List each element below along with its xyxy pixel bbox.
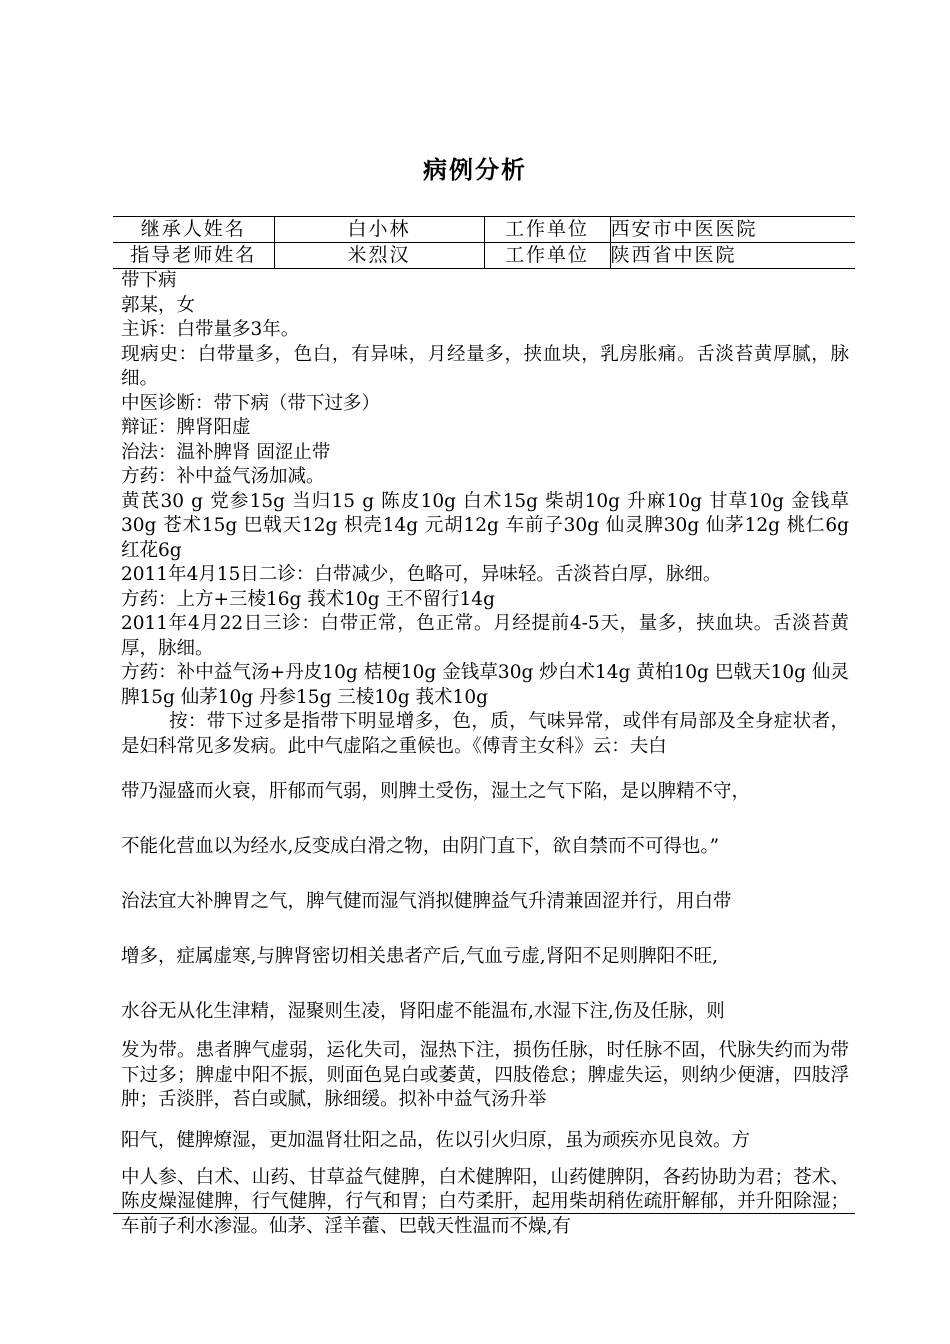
tcm-diagnosis: 中医诊断：带下病（带下过多） — [121, 392, 381, 414]
commentary-part: 按：带下过多是指带下明显增多，色，质，气味异常，或伴有局部及全身症状者，是妇科常见多发病。此中气虚陷之重候也。《傅青主女科》云：夫白 — [121, 711, 849, 757]
chief-complaint: 主诉：白带量多3年。 — [121, 319, 300, 340]
mentor-label: 指导老师姓名 — [113, 243, 274, 269]
mentor-name: 米烈汉 — [274, 243, 484, 269]
page-title: 病例分析 — [423, 155, 527, 184]
info-row-mentor — [113, 243, 855, 269]
work-unit-label: 工作单位 — [484, 217, 610, 243]
commentary-part: 发为带。患者脾气虚弱，运化失司，湿热下注，损伤任脉，时任脉不固，代脉失约而为带下过多；脾虚中阳不振，则面色晃白或萎黄，四肢倦怠；脾虚失运，则纳少便溏，四肢浮肿；舌淡胖，苔白或腻，脉细缓。拟补中益气汤升举 — [121, 1040, 849, 1110]
second-prescription: 方药：上方+三棱16g 莪术10g 王不留行14g — [121, 588, 495, 610]
commentary-part: 增多，症属虚寒,与脾肾密切相关患者产后,气血亏虚,肾阳不足则脾阳不旺, — [121, 946, 719, 967]
commentary-part: 水谷无从化生津精，湿聚则生凌，肾阳虚不能温布,水湿下注,伤及任脉，则 — [121, 1001, 725, 1022]
inheritor-name: 白小林 — [274, 217, 484, 243]
commentary-part: 阳气，健脾燎湿，更加温肾壮阳之品，佐以引火归原，虽为顽疾亦见良效。方 — [121, 1129, 751, 1151]
syndrome: 辩证：脾肾阳虚 — [121, 417, 251, 438]
commentary-part: 不能化营血以为经水,反变成白滑之物，由阴门直下，欲自禁而不可得也。” — [121, 836, 720, 857]
second-visit: 2011年4月15日二诊：白带减少，色略可，异味轻。舌淡苔白厚，脉细。 — [121, 564, 722, 585]
commentary-part: 中人参、白术、山药、甘草益气健脾，白术健脾阳，山药健脾阴，各药协助为君；苍术、陈皮燥湿健脾，行气健脾，行气和胃；白芍柔肝，起用柴胡稍佐疏肝解郁，并升阳除湿；车前子利水渗湿。仙茅、淫羊藿、巴戟天性温而不燥,有 — [121, 1166, 849, 1237]
inheritor-label: 继承人姓名 — [113, 217, 274, 243]
herb-list: 黄芪30 g 党参15g 当归15 g 陈皮10g 白术15g 柴胡10g 升麻10g 甘草10g 金钱草30g 苍术15g 巴戟天12g 枳壳14g 元胡12g 车前子30g 仙灵脾30g 仙茅12g 桃仁6g 红花6g — [121, 490, 849, 561]
third-prescription: 方药：补中益气汤+丹皮10g 桔梗10g 金钱草30g 炒白术14g 黄柏10g 巴戟天10g 仙灵脾15g 仙茅10g 丹参15g 三棱10g 莪术10g — [121, 662, 849, 708]
commentary-part: 治法宜大补脾胃之气，脾气健而湿气消拟健脾益气升清兼固涩并行，用白带 — [121, 891, 732, 912]
patient-line: 郭某，女 — [121, 294, 196, 316]
work-unit-label: 工作单位 — [484, 243, 610, 269]
info-table — [113, 216, 855, 269]
treatment-method: 治法：温补脾肾 固涩止带 — [121, 441, 331, 463]
work-unit-value: 陕西省中医院 — [610, 243, 855, 269]
info-row-inheritor — [113, 217, 855, 243]
work-unit-value: 西安市中医医院 — [610, 217, 855, 243]
commentary-part: 带乃湿盛而火衰，肝郁而气弱，则脾土受伤，湿土之气下陷，是以脾精不守， — [121, 781, 751, 802]
third-visit: 2011年4月22日三诊：白带正常，色正常。月经提前4-5天，量多，挟血块。舌淡苔黄厚，脉细。 — [121, 613, 849, 659]
bottom-rule — [113, 1213, 855, 1214]
prescription: 方药：补中益气汤加减。 — [121, 466, 325, 487]
case-heading: 带下病 — [121, 270, 177, 291]
case-body — [121, 269, 849, 1239]
present-history: 现病史：白带量多，色白，有异味，月经量多，挟血块，乳房胀痛。舌淡苔黄厚腻，脉细。 — [121, 343, 849, 389]
